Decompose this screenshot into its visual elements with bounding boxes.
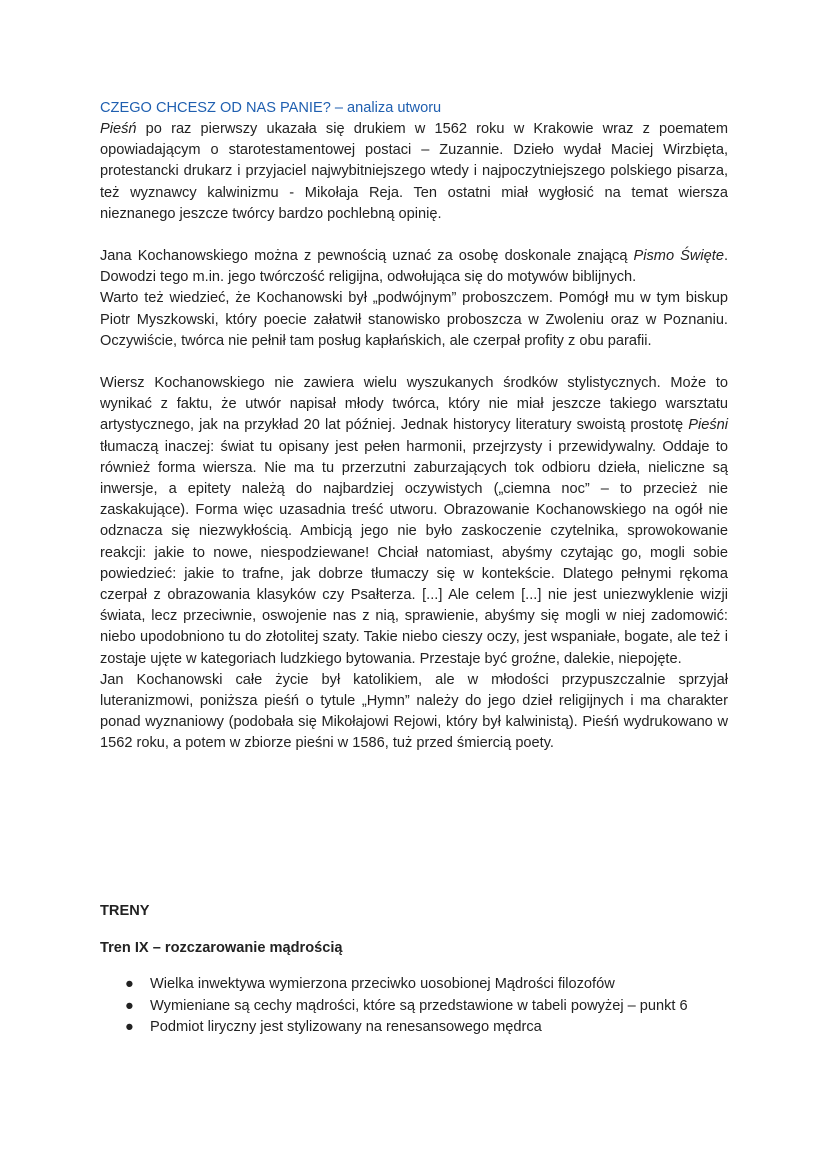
bullet-icon: ● bbox=[125, 976, 134, 992]
paragraph-3-text-b: tłumaczą inaczej: świat tu opisany jest pełen harmonii, przejrzysty i przewidywalny. Oddaje to również forma wiersza. Nie ma tu przerzutni zaburzających tok odbioru dzieła, nieliczne są inwersje, a epitety należą do najbardziej oczywistych („ciemna noc” – to przecież nie zaskakujące). Forma więc uzasadnia treść utworu. Obrazowanie Kochanowskiego na ogół nie odznacza się niezwykłością. Ambicją jego nie było zaskoczenie czytelnika, sprowokowanie reakcji: jakie to nowe, niespodziewane! Chciał natomiast, abyśmy czytając go, mogli sobie powiedzieć: jakie to trafne, jak dobrze tłumaczy się w kontekście. Dlatego pełnymi rękoma czerpał z obrazowania klasyków czy Psałterza. [...] Ale celem [...] nie jest uniezwyklenie wizji świata, lecz przeciwnie, oswojenie nas z nią, sprawienie, abyśmy się mogli w niej zadomowić: niebo upodobniono tu do złotolitej szaty. Takie niebo cieszy oczy, jest wspaniałe, bogate, ale też i zostaje ujęte w kategoriach ludzkiego bytowania. Przestaje być groźne, dalekie, niepojęte. bbox=[100, 438, 728, 667]
section-title-treny: TRENY bbox=[100, 903, 150, 919]
paragraph-1-text: po raz pierwszy ukazała się drukiem w 1562 roku w Krakowie wraz z poematem opowiadającym o starotestamentowej postaci – Zuzannie. Dzieło wydał Maciej Wirzbięta, protestancki drukarz i przyjaciel najwybitniejszego wtedy i najpoczytniejszego polskiego pisarza, też wyznawcy kalwinizmu - Mikołaja Reja. Ten ostatni miał wygłosić na temat wiersza nieznanego jeszcze twórcy bardzo pochlebną opinię. bbox=[100, 121, 728, 222]
list-item-text: Wymieniane są cechy mądrości, które są przedstawione w tabeli powyżej – punkt 6 bbox=[150, 997, 688, 1014]
bullet-icon: ● bbox=[125, 1019, 134, 1035]
paragraph-2-text-c: Warto też wiedzieć, że Kochanowski był „podwójnym” proboszczem. Pomógł mu w tym biskup Piotr Myszkowski, który poecie załatwił stanowisko proboszcza w Zwoleniu oraz w Poznaniu. Oczywiście, twórca nie pełnił tam posług kapłańskich, ale czerpał profity z obu parafii. bbox=[100, 290, 728, 349]
page-heading: CZEGO CHCESZ OD NAS PANIE? – analiza utworu bbox=[100, 100, 442, 116]
paragraph-3-text-a: Wiersz Kochanowskiego nie zawiera wielu wyszukanych środków stylistycznych. Może to wynikać z faktu, że utwór napisał młody twórca, który nie miał jeszcze takiego warsztatu artystycznego, jak na przykład 20 lat później. Jednak historycy literatury swoistą prostotę bbox=[100, 375, 728, 434]
list-item-text: Podmiot liryczny jest stylizowany na renesansowego mędrca bbox=[150, 1019, 542, 1035]
paragraph-1 bbox=[100, 119, 728, 225]
list-item-text: Wielka inwektywa wymierzona przeciwko uosobionej Mądrości filozofów bbox=[150, 976, 615, 992]
emphasis-pismo-swiete: Pismo Święte bbox=[633, 248, 724, 265]
emphasis-piesn: Pieśń bbox=[100, 121, 137, 137]
section-subtitle-tren-ix: Tren IX – rozczarowanie mądrością bbox=[100, 940, 343, 956]
paragraph-2-text-b: . Dowodzi tego m.in. jego twórczość religijna, odwołująca się do motywów biblijnych. bbox=[100, 248, 728, 286]
paragraph-2-text-a: Jana Kochanowskiego można z pewnością uznać za osobę doskonale znającą bbox=[100, 248, 634, 265]
bullet-list bbox=[100, 974, 688, 1039]
paragraph-4: Jan Kochanowski całe życie był katolikiem, ale w młodości przypuszczalnie sprzyjał luteranizmowi, poniższa pieśń o tytule „Hymn” należy do jego dzieł religijnych i ma charakter ponad wyznaniowy (podobała się Mikołajowi Rejowi, który był kalwinistą). Pieśń wydrukowano w 1562 roku, a potem w zbiorze pieśni w 1586, tuż przed śmiercią poety. bbox=[100, 671, 728, 752]
paragraph-2 bbox=[100, 246, 728, 352]
paragraph-3 bbox=[100, 373, 728, 670]
list-item bbox=[100, 996, 688, 1018]
bullet-icon: ● bbox=[125, 997, 134, 1014]
list-item bbox=[100, 974, 688, 996]
emphasis-piesni: Pieśni bbox=[688, 417, 728, 434]
list-item bbox=[100, 1017, 688, 1039]
